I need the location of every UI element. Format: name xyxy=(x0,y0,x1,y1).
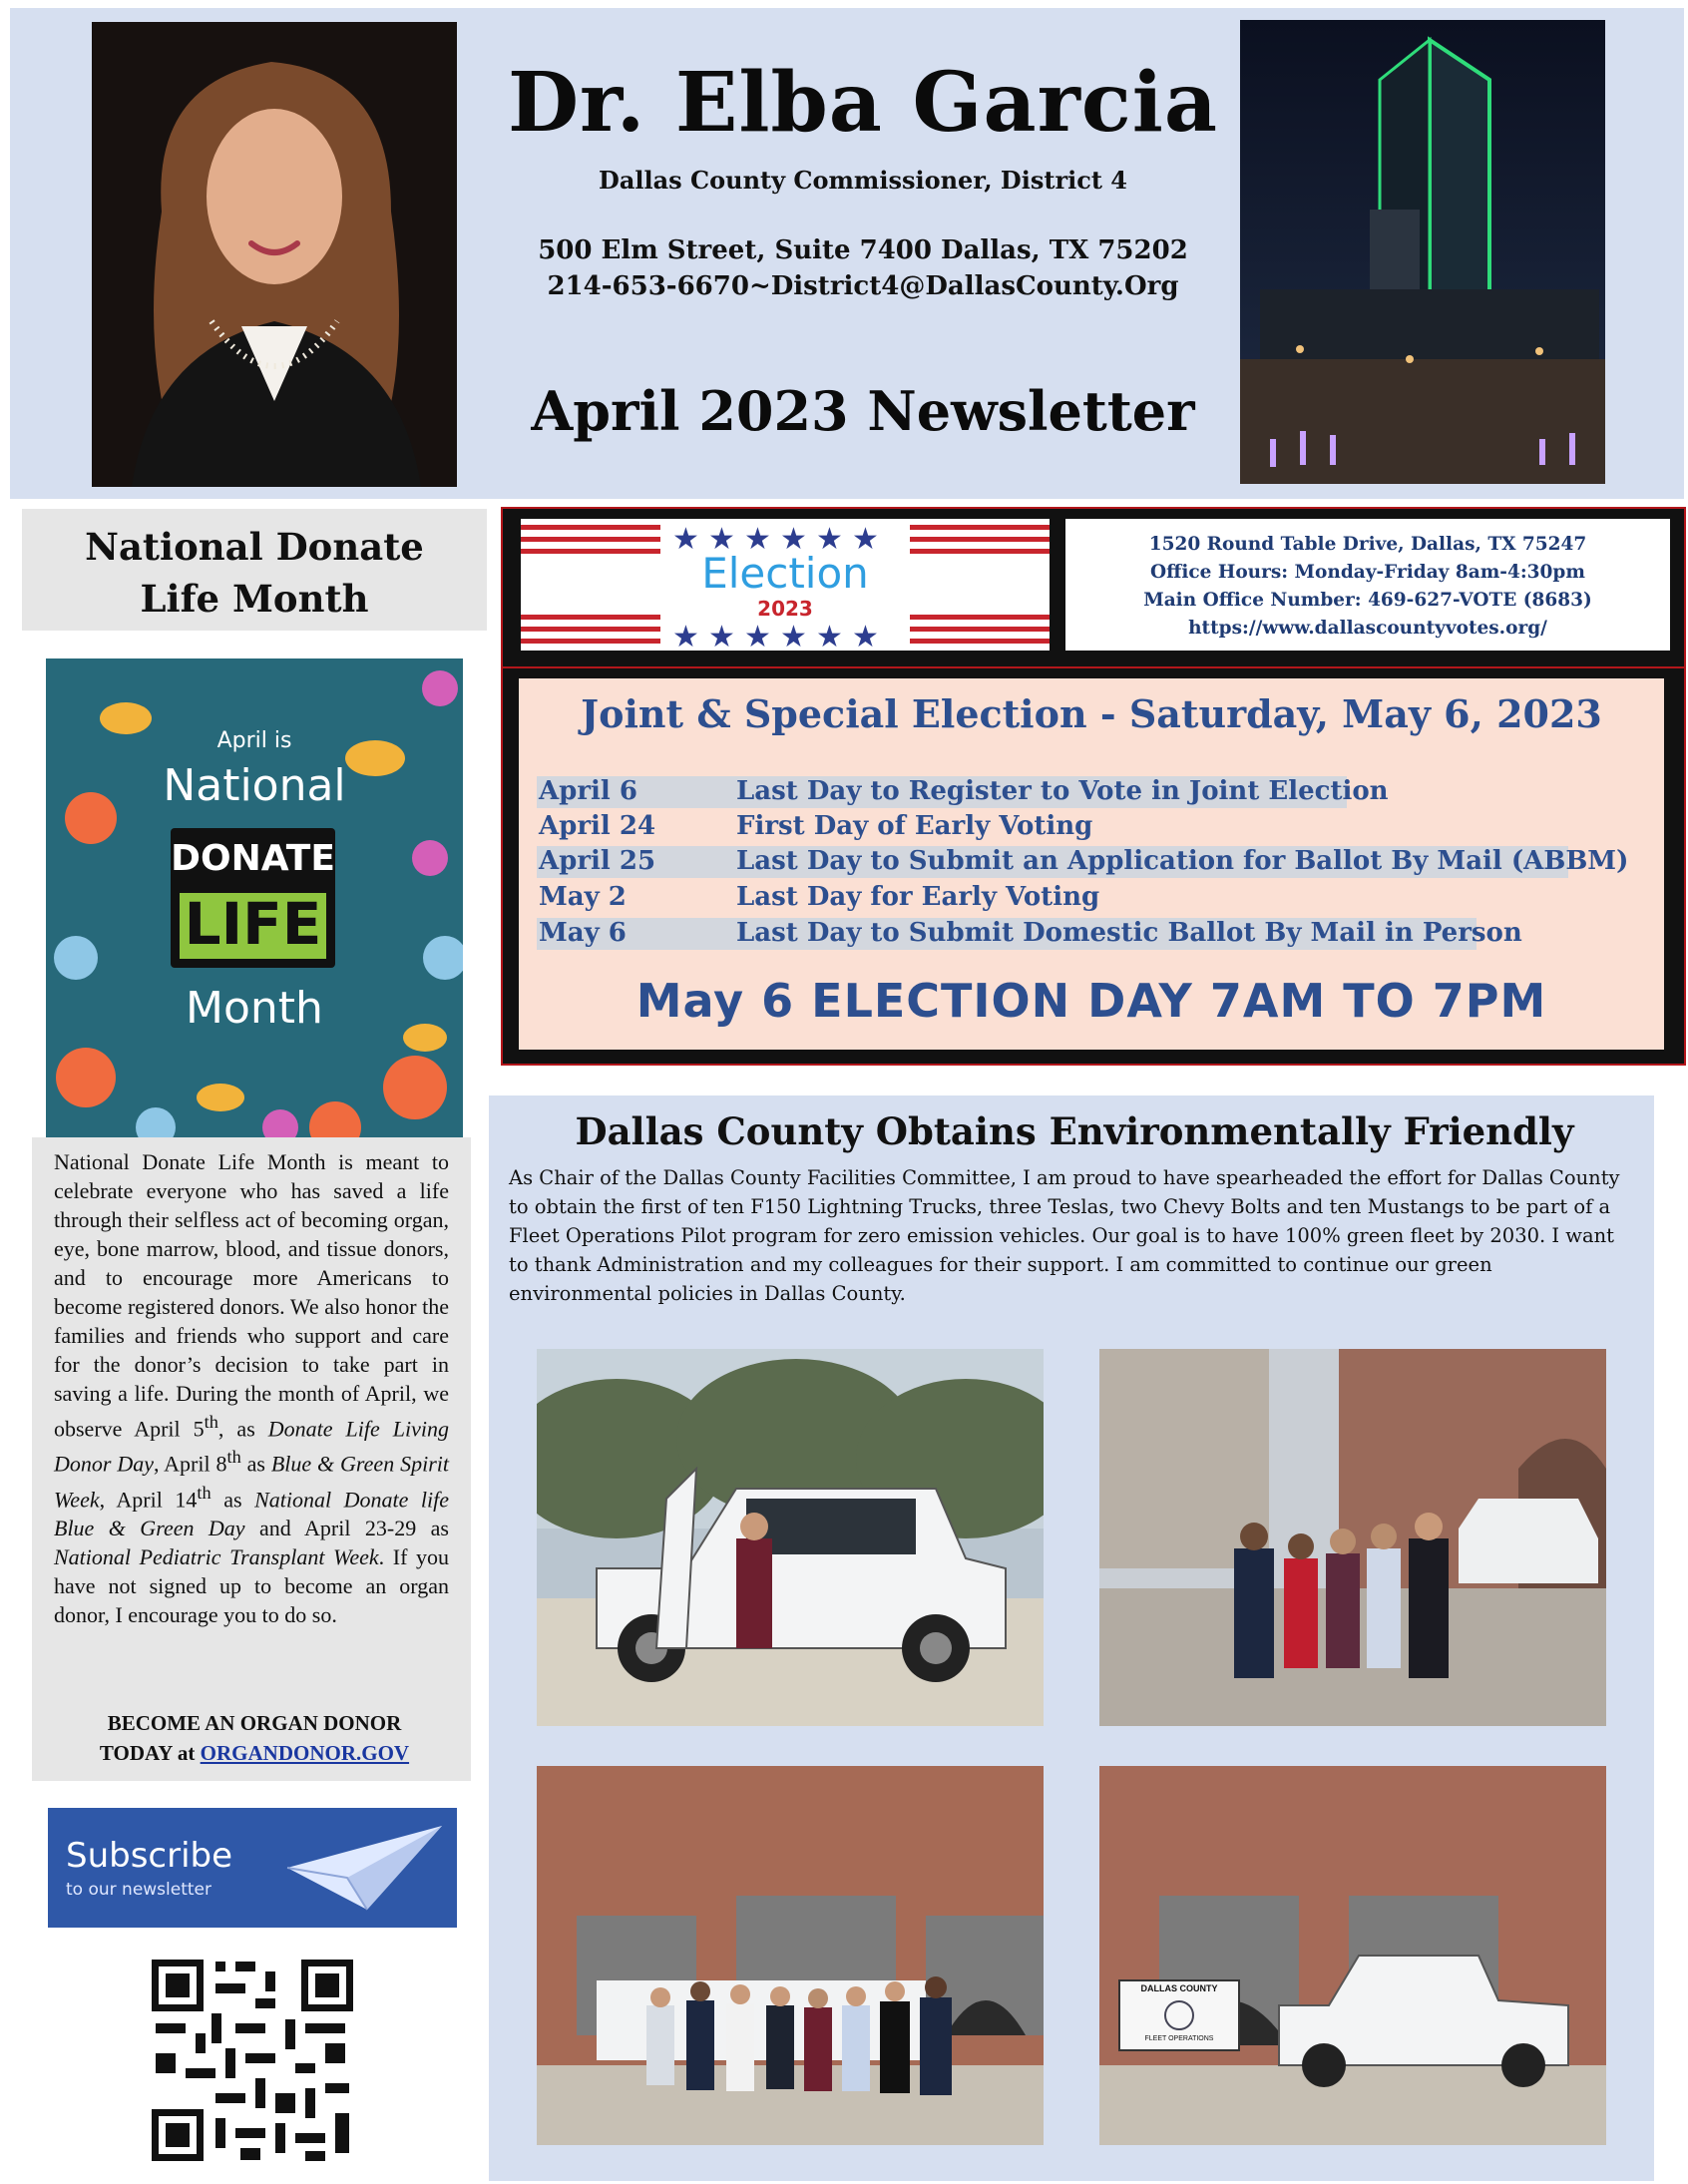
elections-office-hours: Office Hours: Monday-Friday 8am-4:30pm xyxy=(1150,562,1585,583)
schedule-date: May 2 xyxy=(539,882,627,912)
poster-month: Month xyxy=(186,983,323,1034)
elections-office-address: 1520 Round Table Drive, Dallas, TX 75247 xyxy=(1148,534,1587,555)
office-contact: 214-653-6670~District4@DallasCounty.Org xyxy=(547,271,1179,301)
schedule-desc: Last Day for Early Voting xyxy=(736,882,1100,912)
svg-text:★: ★ xyxy=(672,522,699,557)
elections-office-phone: Main Office Number: 469-627-VOTE (8683) xyxy=(1143,590,1592,611)
election-logo-word: Election xyxy=(701,549,869,598)
schedule-date: April 25 xyxy=(539,846,656,876)
poster-intro: April is xyxy=(216,728,292,753)
svg-text:★: ★ xyxy=(744,522,771,557)
lightning-truck-photo xyxy=(537,1349,1044,1726)
subscribe-button[interactable] xyxy=(48,1808,457,1928)
svg-text:★: ★ xyxy=(708,522,735,557)
commissioner-portrait xyxy=(92,22,457,487)
election-heading: Joint & Special Election - Saturday, May 6, 2023 xyxy=(581,691,1602,736)
poster-national: National xyxy=(163,760,346,811)
subscribe-subtitle: to our newsletter xyxy=(66,1880,211,1900)
election-2023-logo xyxy=(521,519,1050,651)
svg-text:★: ★ xyxy=(852,620,879,651)
commissioner-name: Dr. Elba Garcia xyxy=(507,55,1219,151)
dallas-skyline-photo xyxy=(1240,20,1605,484)
newsletter-title: April 2023 Newsletter xyxy=(531,379,1195,443)
elections-office-info xyxy=(1065,531,1670,643)
organdonor-link[interactable]: ORGANDONOR.GOV xyxy=(200,1741,410,1765)
schedule-date: April 6 xyxy=(539,776,637,806)
fleet-sign-text2: FLEET OPERATIONS xyxy=(1144,2035,1214,2042)
schedule-date: May 6 xyxy=(539,918,627,948)
donate-life-poster xyxy=(46,658,463,1139)
election-logo-year: 2023 xyxy=(757,597,813,621)
fleet-sign-text1: DALLAS COUNTY xyxy=(1140,1983,1218,1993)
subscribe-title: Subscribe xyxy=(66,1836,233,1876)
schedule-desc: Last Day to Submit an Application for Ballot By Mail (ABBM) xyxy=(736,846,1629,876)
organ-donor-cta-prefix: TODAY at xyxy=(99,1741,201,1765)
schedule-desc: First Day of Early Voting xyxy=(736,811,1093,841)
donate-life-title-line1: National Donate xyxy=(85,525,424,569)
svg-text:★: ★ xyxy=(852,522,879,557)
organ-donor-cta-line1: BECOME AN ORGAN DONOR xyxy=(107,1711,402,1735)
paper-plane-icon xyxy=(277,1818,447,1918)
donate-life-title xyxy=(22,521,487,625)
environment-article-title: Dallas County Obtains Environmentally Friendly xyxy=(575,1109,1574,1153)
schedule-desc: Last Day to Submit Domestic Ballot By Mail in Person xyxy=(736,918,1522,948)
group-photo-trucks xyxy=(537,1766,1044,2145)
organ-donor-cta xyxy=(40,1708,469,1768)
commissioner-role: Dallas County Commissioner, District 4 xyxy=(599,166,1127,195)
donate-life-body: National Donate Life Month is meant to celebrate everyone who has saved a life through their selfless act of becoming organ, eye, bone marrow, blood, and tissue donors, and to encourage more Americans to become registered donors. We also honor the families and friends who support and care for the donor’s decision to take part in saving a life. During the month of April, we observe April 5th, as Donate Life Living Donor Day, April 8th as Blue & Green Spirit Week, April 14th as National Donate life Blue & Green Day and April 23-29 as National Pediatric Transplant Week. If you have not signed up to become an organ donor, I encourage you to do so. xyxy=(54,1149,449,1627)
fleet-operations-truck-photo xyxy=(1099,1766,1606,2145)
svg-text:★: ★ xyxy=(672,620,699,651)
svg-text:★: ★ xyxy=(816,620,843,651)
svg-text:★: ★ xyxy=(780,620,807,651)
svg-text:★: ★ xyxy=(708,620,735,651)
election-day-banner: May 6 ELECTION DAY 7AM TO 7PM xyxy=(635,974,1547,1028)
office-address: 500 Elm Street, Suite 7400 Dallas, TX 75202 xyxy=(538,235,1188,265)
poster-donate: DONATE xyxy=(171,838,335,879)
group-photo-courthouse xyxy=(1099,1349,1606,1726)
newsletter-qr-code[interactable] xyxy=(146,1954,359,2167)
schedule-desc: Last Day to Register to Vote in Joint Election xyxy=(736,776,1389,806)
donate-life-title-line2: Life Month xyxy=(140,577,369,621)
poster-life: LIFE xyxy=(184,890,322,958)
schedule-date: April 24 xyxy=(539,811,656,841)
svg-text:★: ★ xyxy=(816,522,843,557)
environment-article-body: As Chair of the Dallas County Facilities Committee, I am proud to have spearheaded the effort for Dallas County to obtain the first of ten F150 Lightning Trucks, three Teslas, two Chevy Bolts and ten Mustangs to be part of a Fleet Operations Pilot program for zero emission vehicles. Our goal is to have 100% green fleet by 2030. I want to thank Administration and my colleagues for their support. I am committed to continue our green environmental policies in Dallas County. xyxy=(509,1166,1620,1305)
elections-office-website[interactable]: https://www.dallascountyvotes.org/ xyxy=(1188,618,1547,639)
svg-text:★: ★ xyxy=(744,620,771,651)
svg-text:★: ★ xyxy=(780,522,807,557)
